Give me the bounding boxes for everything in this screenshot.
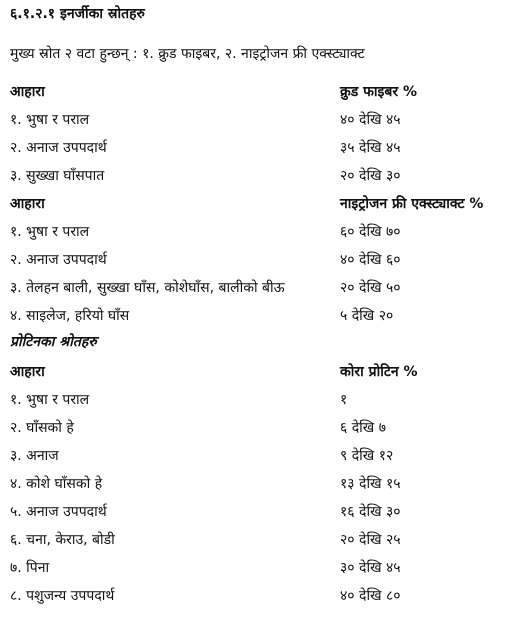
protein-table [10,358,514,610]
feed-name: २. अनाज उपपदार्थ [10,252,107,268]
column-header-nfe: नाइट्रोजन फ्री एक्स्ट्याक्ट % [340,196,484,212]
feed-value: ५ देखि २० [340,308,394,324]
table-row [10,246,514,274]
feed-name: १. भुषा र पराल [10,392,90,408]
feed-name: ७. पिना [10,560,50,576]
table-row [10,414,514,442]
column-header-feed: आहारा [10,196,45,212]
column-header-feed: आहारा [10,364,45,380]
table-row [10,218,514,246]
feed-value: ६ देखि ७ [340,420,386,436]
feed-value: ४० देखि ६० [340,252,401,268]
feed-name: ८. पशुजन्य उपपदार्थ [10,588,115,604]
column-header-crude-protein: कोरा प्रोटिन % [340,364,418,380]
feed-name: ६. चना, केराउ, बोडी [10,532,115,548]
feed-name: ३. सुख्खा घाँसपात [10,168,105,184]
feed-value: २० देखि २५ [340,532,401,548]
feed-value: ३५ देखि ४५ [340,140,401,156]
feed-name: ४. कोशे घाँसको हे [10,476,103,492]
feed-value: १ [340,392,348,408]
nfe-table [10,190,514,330]
table-header [10,78,514,106]
feed-name: ५. अनाज उपपदार्थ [10,504,107,520]
table-row [10,386,514,414]
intro-text: मुख्य स्रोत २ वटा हुन्छन् : १. क्रुड फाइबर, २. नाइट्रोजन फ्री एक्स्ट्याक्ट [10,46,365,62]
table-row [10,498,514,526]
feed-name: ३. तेलहन बाली, सुख्खा घाँस, कोशेघाँस, बालीको बीऊ [10,280,285,296]
feed-value: २० देखि ५० [340,280,401,296]
table-row [10,442,514,470]
column-header-crude-fiber: क्रुड फाइबर % [340,84,418,100]
feed-value: ९ देखि १२ [340,448,394,464]
feed-value: १३ देखि १५ [340,476,401,492]
table-row [10,302,514,330]
feed-name: ३. अनाज [10,448,59,464]
table-row [10,274,514,302]
protein-sources-title: प्रोटिनका श्रोतहरु [10,334,97,350]
feed-value: ४० देखि ४५ [340,112,401,128]
crude-fiber-table [10,78,514,190]
table-header [10,358,514,386]
feed-value: ३० देखि ४५ [340,560,401,576]
table-header [10,190,514,218]
section-heading: ६.१.२.१ इनर्जीका स्रोतहरु [10,6,145,22]
table-row [10,526,514,554]
table-row [10,134,514,162]
feed-value: ६० देखि ७० [340,224,401,240]
feed-name: १. भुषा र पराल [10,112,90,128]
feed-value: ४० देखि ८० [340,588,401,604]
table-row [10,582,514,610]
table-row [10,106,514,134]
feed-name: २. घाँसको हे [10,420,74,436]
feed-value: १६ देखि ३० [340,504,401,520]
feed-name: १. भुषा र पराल [10,224,90,240]
feed-value: २० देखि ३० [340,168,401,184]
feed-name: ४. साइलेज, हरियो घाँस [10,308,130,324]
feed-name: २. अनाज उपपदार्थ [10,140,107,156]
column-header-feed: आहारा [10,84,45,100]
table-row [10,162,514,190]
table-row [10,470,514,498]
table-row [10,554,514,582]
